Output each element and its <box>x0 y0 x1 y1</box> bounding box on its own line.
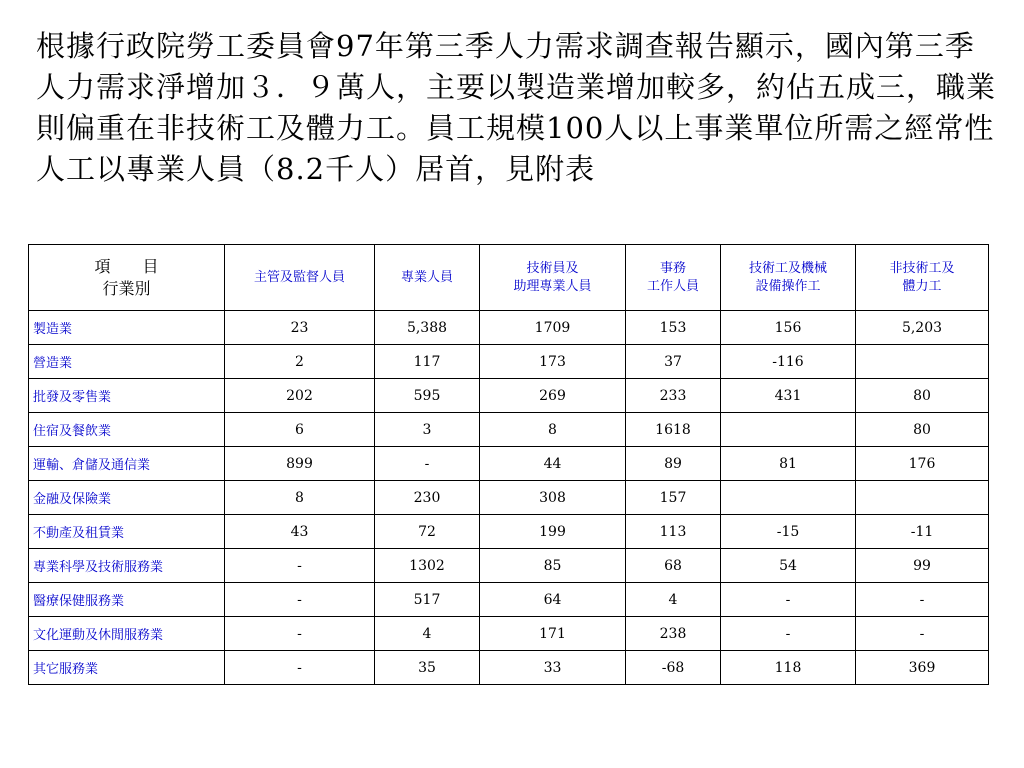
header-col-6-line2: 體力工 <box>902 278 942 294</box>
table-cell: 64 <box>480 583 626 617</box>
table-cell: 202 <box>225 379 375 413</box>
table-cell: 8 <box>480 413 626 447</box>
corner-top-label: 項 目 <box>94 256 159 276</box>
table-cell: -116 <box>721 345 856 379</box>
table-cell: - <box>225 651 375 685</box>
table-row <box>29 617 989 651</box>
labor-demand-table <box>28 244 989 685</box>
table-cell: 89 <box>626 447 721 481</box>
table-row <box>29 549 989 583</box>
table-cell: 80 <box>856 379 989 413</box>
table-row <box>29 481 989 515</box>
table-cell <box>721 413 856 447</box>
table-cell: 44 <box>480 447 626 481</box>
table-cell: 85 <box>480 549 626 583</box>
table-cell: 35 <box>375 651 480 685</box>
table-cell: 72 <box>375 515 480 549</box>
row-label: 住宿及餐飲業 <box>29 413 225 447</box>
table-cell: 8 <box>225 481 375 515</box>
table-cell: - <box>721 617 856 651</box>
table-cell <box>856 481 989 515</box>
table-cell: - <box>721 583 856 617</box>
table-row <box>29 413 989 447</box>
table-row <box>29 515 989 549</box>
header-col-4-line2: 工作人員 <box>646 278 699 294</box>
header-col-4 <box>626 245 721 311</box>
header-col-5-line2: 設備操作工 <box>755 278 821 294</box>
table-cell: 269 <box>480 379 626 413</box>
table-cell: 33 <box>480 651 626 685</box>
table-cell: 595 <box>375 379 480 413</box>
header-col-3-line1: 技術員及 <box>526 260 579 276</box>
table-cell: 99 <box>856 549 989 583</box>
table-cell: 81 <box>721 447 856 481</box>
table-cell: 431 <box>721 379 856 413</box>
table-cell: 1709 <box>480 311 626 345</box>
table-cell: 117 <box>375 345 480 379</box>
table-cell: 230 <box>375 481 480 515</box>
table-cell: 1302 <box>375 549 480 583</box>
table-cell: 517 <box>375 583 480 617</box>
header-col-6-line1: 非技術工及 <box>889 260 955 276</box>
table-cell: 369 <box>856 651 989 685</box>
header-col-6 <box>856 245 989 311</box>
row-label: 文化運動及休閒服務業 <box>29 617 225 651</box>
header-col-4-line1: 事務 <box>659 260 686 276</box>
header-col-2 <box>375 245 480 311</box>
header-col-3-line2: 助理專業人員 <box>513 278 592 294</box>
table-cell: 3 <box>375 413 480 447</box>
table-row <box>29 311 989 345</box>
table-cell: 171 <box>480 617 626 651</box>
intro-paragraph: 根據行政院勞工委員會97年第三季人力需求調查報告顯示，國內第三季人力需求淨增加３．９萬人，主要以製造業增加較多，約佔五成三，職業則偏重在非技術工及體力工。員工規模100人以上事業單位所需之經常性人工以專業人員（8.2千人）居首，見附表 <box>36 29 997 186</box>
table-cell <box>721 481 856 515</box>
header-col-2-line1: 專業人員 <box>400 269 453 285</box>
table-cell: 23 <box>225 311 375 345</box>
row-label: 不動產及租賃業 <box>29 515 225 549</box>
table-cell: 4 <box>375 617 480 651</box>
table-cell: -15 <box>721 515 856 549</box>
table-cell: 54 <box>721 549 856 583</box>
table-cell: 118 <box>721 651 856 685</box>
table-cell: 4 <box>626 583 721 617</box>
row-label: 其它服務業 <box>29 651 225 685</box>
table-cell: -11 <box>856 515 989 549</box>
table-cell: 2 <box>225 345 375 379</box>
header-corner-cell <box>29 245 225 311</box>
table-cell: 1618 <box>626 413 721 447</box>
table-row <box>29 447 989 481</box>
corner-bottom-label: 行業別 <box>102 278 151 298</box>
table-cell: 157 <box>626 481 721 515</box>
table-cell: 899 <box>225 447 375 481</box>
table-cell: 233 <box>626 379 721 413</box>
table-cell: 173 <box>480 345 626 379</box>
table-cell <box>856 345 989 379</box>
table-cell: 238 <box>626 617 721 651</box>
table-cell: - <box>856 617 989 651</box>
header-col-5 <box>721 245 856 311</box>
table-row <box>29 379 989 413</box>
table-cell: 5,388 <box>375 311 480 345</box>
header-col-1 <box>225 245 375 311</box>
table-cell: 43 <box>225 515 375 549</box>
row-label: 醫療保健服務業 <box>29 583 225 617</box>
table-cell: 80 <box>856 413 989 447</box>
table-cell: 153 <box>626 311 721 345</box>
table-cell: 113 <box>626 515 721 549</box>
row-label: 營造業 <box>29 345 225 379</box>
table-cell: -68 <box>626 651 721 685</box>
header-col-1-line1: 主管及監督人員 <box>253 269 345 285</box>
row-label: 批發及零售業 <box>29 379 225 413</box>
header-col-3 <box>480 245 626 311</box>
table-cell: 156 <box>721 311 856 345</box>
table-cell: 6 <box>225 413 375 447</box>
header-col-5-line1: 技術工及機械 <box>748 260 827 276</box>
table-cell: 176 <box>856 447 989 481</box>
table-row <box>29 345 989 379</box>
table-header-row <box>29 245 989 311</box>
table-row <box>29 583 989 617</box>
table-cell: - <box>375 447 480 481</box>
row-label: 運輸、倉儲及通信業 <box>29 447 225 481</box>
table-cell: - <box>225 549 375 583</box>
row-label: 製造業 <box>29 311 225 345</box>
row-label: 金融及保險業 <box>29 481 225 515</box>
table-cell: - <box>225 583 375 617</box>
table-cell: 5,203 <box>856 311 989 345</box>
row-label: 專業科學及技術服務業 <box>29 549 225 583</box>
table-cell: 37 <box>626 345 721 379</box>
table-cell: - <box>856 583 989 617</box>
table-cell: 199 <box>480 515 626 549</box>
table-cell: - <box>225 617 375 651</box>
table-cell: 308 <box>480 481 626 515</box>
table-row <box>29 651 989 685</box>
table-cell: 68 <box>626 549 721 583</box>
